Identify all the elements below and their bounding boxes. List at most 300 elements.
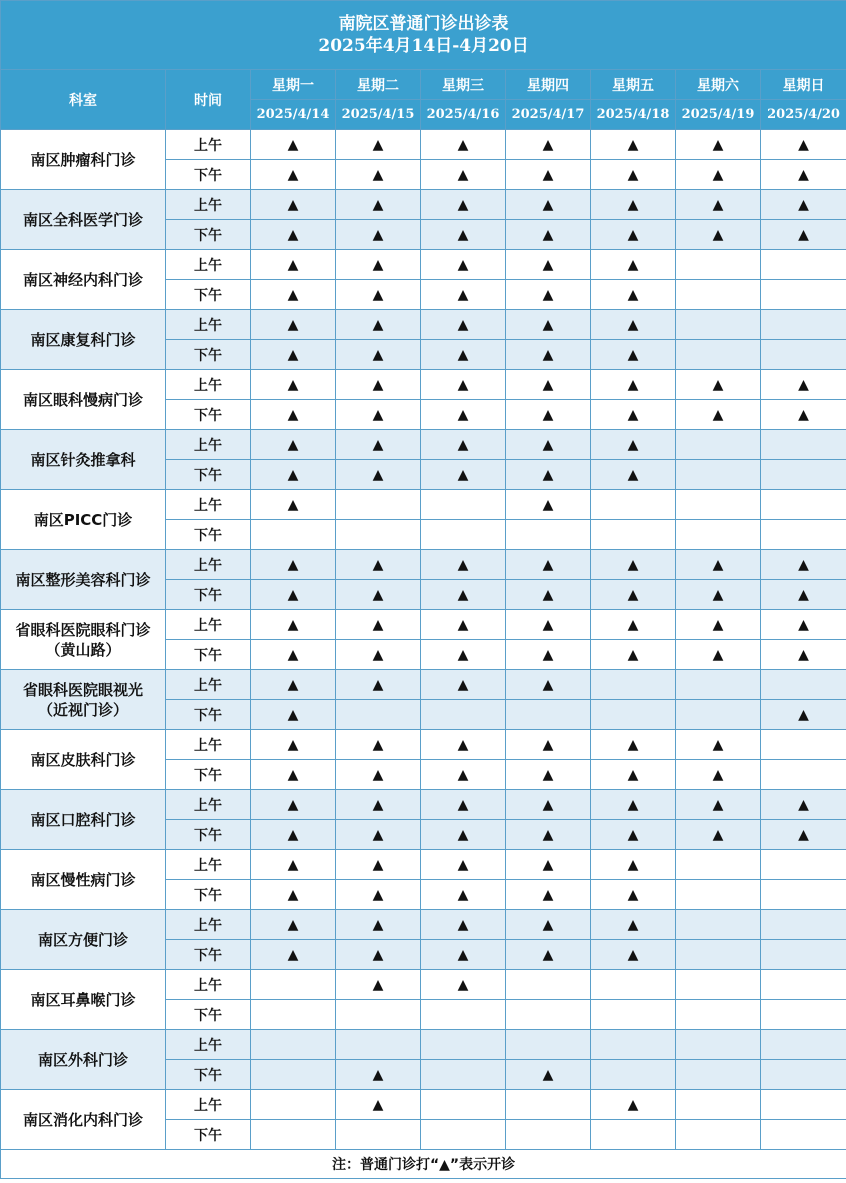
open-mark: ▲ xyxy=(421,640,506,670)
empty-slot xyxy=(591,1060,676,1090)
open-mark: ▲ xyxy=(251,130,336,160)
empty-slot xyxy=(676,670,761,700)
department-name-line: 南区康复科门诊 xyxy=(30,330,136,349)
empty-slot xyxy=(251,520,336,550)
empty-slot xyxy=(676,970,761,1000)
open-mark: ▲ xyxy=(591,310,676,340)
open-mark: ▲ xyxy=(421,760,506,790)
open-mark: ▲ xyxy=(676,580,761,610)
open-mark: ▲ xyxy=(506,760,591,790)
period-label: 下午 xyxy=(166,460,251,490)
open-mark: ▲ xyxy=(761,580,846,610)
open-mark: ▲ xyxy=(506,250,591,280)
open-mark: ▲ xyxy=(676,220,761,250)
open-mark: ▲ xyxy=(591,790,676,820)
department-name xyxy=(1,970,166,1030)
open-mark: ▲ xyxy=(336,640,421,670)
empty-slot xyxy=(591,1120,676,1150)
department-name-line: 南区眼科慢病门诊 xyxy=(22,390,143,409)
open-mark: ▲ xyxy=(251,640,336,670)
empty-slot xyxy=(676,1030,761,1060)
period-label: 下午 xyxy=(166,820,251,850)
department-name xyxy=(1,190,166,250)
open-mark: ▲ xyxy=(251,430,336,460)
open-mark: ▲ xyxy=(336,670,421,700)
open-mark: ▲ xyxy=(676,760,761,790)
table-row xyxy=(1,790,846,820)
open-mark: ▲ xyxy=(421,220,506,250)
table-row xyxy=(1,850,846,880)
open-mark: ▲ xyxy=(506,550,591,580)
date-header: 2025/4/16 xyxy=(421,100,506,130)
open-mark: ▲ xyxy=(506,190,591,220)
open-mark: ▲ xyxy=(761,220,846,250)
open-mark: ▲ xyxy=(251,250,336,280)
empty-slot xyxy=(421,1030,506,1060)
period-label: 下午 xyxy=(166,640,251,670)
open-mark: ▲ xyxy=(336,340,421,370)
period-label: 上午 xyxy=(166,610,251,640)
open-mark: ▲ xyxy=(251,220,336,250)
table-row xyxy=(1,190,846,220)
open-mark: ▲ xyxy=(336,940,421,970)
empty-slot xyxy=(761,880,846,910)
open-mark: ▲ xyxy=(761,400,846,430)
empty-slot xyxy=(761,670,846,700)
period-label: 上午 xyxy=(166,910,251,940)
open-mark: ▲ xyxy=(761,160,846,190)
footnote: 注：普通门诊打“▲”表示开诊 xyxy=(1,1150,846,1179)
open-mark: ▲ xyxy=(761,820,846,850)
department-name xyxy=(1,1030,166,1090)
open-mark: ▲ xyxy=(421,370,506,400)
empty-slot xyxy=(591,490,676,520)
open-mark: ▲ xyxy=(761,700,846,730)
empty-slot xyxy=(761,1030,846,1060)
open-mark: ▲ xyxy=(591,610,676,640)
open-mark: ▲ xyxy=(251,910,336,940)
empty-slot xyxy=(761,970,846,1000)
open-mark: ▲ xyxy=(506,460,591,490)
department-name-line: 南区PICC门诊 xyxy=(33,510,133,529)
open-mark: ▲ xyxy=(591,190,676,220)
empty-slot xyxy=(761,1090,846,1120)
open-mark: ▲ xyxy=(336,400,421,430)
open-mark: ▲ xyxy=(251,670,336,700)
open-mark: ▲ xyxy=(421,280,506,310)
empty-slot xyxy=(591,1030,676,1060)
empty-slot xyxy=(761,460,846,490)
empty-slot xyxy=(761,1120,846,1150)
weekday-header: 星期二 xyxy=(336,70,421,100)
open-mark: ▲ xyxy=(336,190,421,220)
department-name-line: 南区神经内科门诊 xyxy=(22,270,143,289)
open-mark: ▲ xyxy=(336,160,421,190)
open-mark: ▲ xyxy=(421,970,506,1000)
empty-slot xyxy=(421,1120,506,1150)
department-name xyxy=(1,910,166,970)
open-mark: ▲ xyxy=(506,580,591,610)
period-label: 上午 xyxy=(166,310,251,340)
empty-slot xyxy=(251,1000,336,1030)
empty-slot xyxy=(421,1000,506,1030)
period-label: 上午 xyxy=(166,670,251,700)
department-name xyxy=(1,610,166,670)
open-mark: ▲ xyxy=(251,730,336,760)
empty-slot xyxy=(251,970,336,1000)
period-label: 上午 xyxy=(166,1090,251,1120)
department-name xyxy=(1,370,166,430)
department-name-line: 南区整形美容科门诊 xyxy=(15,570,151,589)
table-row xyxy=(1,310,846,340)
table-row xyxy=(1,130,846,160)
open-mark: ▲ xyxy=(591,340,676,370)
open-mark: ▲ xyxy=(676,610,761,640)
open-mark: ▲ xyxy=(506,280,591,310)
empty-slot xyxy=(761,340,846,370)
open-mark: ▲ xyxy=(591,880,676,910)
open-mark: ▲ xyxy=(336,1090,421,1120)
empty-slot xyxy=(676,430,761,460)
open-mark: ▲ xyxy=(336,430,421,460)
empty-slot xyxy=(506,700,591,730)
empty-slot xyxy=(506,970,591,1000)
department-name xyxy=(1,1090,166,1150)
open-mark: ▲ xyxy=(251,460,336,490)
empty-slot xyxy=(591,700,676,730)
open-mark: ▲ xyxy=(336,550,421,580)
open-mark: ▲ xyxy=(676,550,761,580)
open-mark: ▲ xyxy=(336,370,421,400)
open-mark: ▲ xyxy=(591,910,676,940)
period-label: 上午 xyxy=(166,790,251,820)
open-mark: ▲ xyxy=(761,790,846,820)
date-header: 2025/4/14 xyxy=(251,100,336,130)
open-mark: ▲ xyxy=(251,760,336,790)
open-mark: ▲ xyxy=(506,940,591,970)
open-mark: ▲ xyxy=(336,910,421,940)
empty-slot xyxy=(336,1000,421,1030)
open-mark: ▲ xyxy=(506,850,591,880)
weekday-header: 星期六 xyxy=(676,70,761,100)
open-mark: ▲ xyxy=(591,1090,676,1120)
period-label: 上午 xyxy=(166,730,251,760)
open-mark: ▲ xyxy=(336,820,421,850)
empty-slot xyxy=(336,700,421,730)
open-mark: ▲ xyxy=(591,640,676,670)
open-mark: ▲ xyxy=(591,160,676,190)
open-mark: ▲ xyxy=(251,490,336,520)
period-label: 下午 xyxy=(166,760,251,790)
empty-slot xyxy=(761,910,846,940)
empty-slot xyxy=(591,520,676,550)
open-mark: ▲ xyxy=(336,610,421,640)
table-row xyxy=(1,670,846,700)
empty-slot xyxy=(761,1000,846,1030)
empty-slot xyxy=(421,1060,506,1090)
period-label: 上午 xyxy=(166,250,251,280)
empty-slot xyxy=(336,1030,421,1060)
open-mark: ▲ xyxy=(421,130,506,160)
table-row xyxy=(1,370,846,400)
department-name-line: 南区外科门诊 xyxy=(37,1050,128,1069)
period-label: 上午 xyxy=(166,430,251,460)
empty-slot xyxy=(761,850,846,880)
empty-slot xyxy=(676,850,761,880)
table-row xyxy=(1,910,846,940)
open-mark: ▲ xyxy=(421,460,506,490)
table-row xyxy=(1,1090,846,1120)
open-mark: ▲ xyxy=(676,640,761,670)
open-mark: ▲ xyxy=(251,850,336,880)
empty-slot xyxy=(761,730,846,760)
open-mark: ▲ xyxy=(421,430,506,460)
open-mark: ▲ xyxy=(591,940,676,970)
open-mark: ▲ xyxy=(251,400,336,430)
open-mark: ▲ xyxy=(421,190,506,220)
empty-slot xyxy=(676,280,761,310)
open-mark: ▲ xyxy=(251,340,336,370)
weekday-header: 星期一 xyxy=(251,70,336,100)
department-name-line: 南区慢性病门诊 xyxy=(30,870,136,889)
open-mark: ▲ xyxy=(506,820,591,850)
open-mark: ▲ xyxy=(591,760,676,790)
empty-slot xyxy=(421,520,506,550)
open-mark: ▲ xyxy=(336,280,421,310)
period-label: 上午 xyxy=(166,850,251,880)
open-mark: ▲ xyxy=(421,310,506,340)
table-row xyxy=(1,730,846,760)
open-mark: ▲ xyxy=(506,640,591,670)
open-mark: ▲ xyxy=(761,130,846,160)
period-label: 下午 xyxy=(166,400,251,430)
weekday-header: 星期日 xyxy=(761,70,846,100)
department-name-line: （近视门诊） xyxy=(37,700,128,719)
department-name xyxy=(1,550,166,610)
department-name xyxy=(1,310,166,370)
open-mark: ▲ xyxy=(336,880,421,910)
empty-slot xyxy=(761,490,846,520)
open-mark: ▲ xyxy=(506,310,591,340)
empty-slot xyxy=(761,1060,846,1090)
period-label: 上午 xyxy=(166,130,251,160)
empty-slot xyxy=(676,880,761,910)
open-mark: ▲ xyxy=(421,910,506,940)
empty-slot xyxy=(676,340,761,370)
empty-slot xyxy=(591,670,676,700)
open-mark: ▲ xyxy=(676,130,761,160)
open-mark: ▲ xyxy=(336,850,421,880)
department-name xyxy=(1,430,166,490)
dept-column-header: 科室 xyxy=(1,70,166,130)
open-mark: ▲ xyxy=(421,400,506,430)
weekday-header: 星期五 xyxy=(591,70,676,100)
period-label: 下午 xyxy=(166,220,251,250)
empty-slot xyxy=(761,280,846,310)
open-mark: ▲ xyxy=(421,340,506,370)
department-name-line: 南区消化内科门诊 xyxy=(22,1110,143,1129)
open-mark: ▲ xyxy=(506,880,591,910)
period-label: 下午 xyxy=(166,940,251,970)
open-mark: ▲ xyxy=(506,490,591,520)
open-mark: ▲ xyxy=(676,790,761,820)
open-mark: ▲ xyxy=(506,220,591,250)
date-header: 2025/4/15 xyxy=(336,100,421,130)
open-mark: ▲ xyxy=(336,580,421,610)
empty-slot xyxy=(676,1000,761,1030)
period-label: 上午 xyxy=(166,490,251,520)
department-name xyxy=(1,670,166,730)
period-label: 下午 xyxy=(166,280,251,310)
open-mark: ▲ xyxy=(336,460,421,490)
open-mark: ▲ xyxy=(251,160,336,190)
open-mark: ▲ xyxy=(506,670,591,700)
open-mark: ▲ xyxy=(336,760,421,790)
open-mark: ▲ xyxy=(506,160,591,190)
empty-slot xyxy=(676,460,761,490)
empty-slot xyxy=(761,760,846,790)
open-mark: ▲ xyxy=(251,580,336,610)
open-mark: ▲ xyxy=(421,580,506,610)
open-mark: ▲ xyxy=(506,370,591,400)
department-name-line: 南区方便门诊 xyxy=(37,930,128,949)
open-mark: ▲ xyxy=(251,610,336,640)
period-label: 上午 xyxy=(166,190,251,220)
period-label: 下午 xyxy=(166,580,251,610)
empty-slot xyxy=(421,700,506,730)
open-mark: ▲ xyxy=(421,880,506,910)
empty-slot xyxy=(761,250,846,280)
empty-slot xyxy=(676,520,761,550)
period-label: 下午 xyxy=(166,340,251,370)
open-mark: ▲ xyxy=(336,220,421,250)
department-name-line: 南区耳鼻喉门诊 xyxy=(30,990,136,1009)
open-mark: ▲ xyxy=(761,610,846,640)
open-mark: ▲ xyxy=(506,730,591,760)
open-mark: ▲ xyxy=(591,580,676,610)
period-label: 上午 xyxy=(166,970,251,1000)
open-mark: ▲ xyxy=(506,610,591,640)
department-name-line: （黄山路） xyxy=(45,640,121,659)
open-mark: ▲ xyxy=(761,190,846,220)
department-name-line: 省眼科医院眼视光 xyxy=(22,680,143,699)
department-name-line: 南区全科医学门诊 xyxy=(22,210,143,229)
table-row xyxy=(1,1030,846,1060)
period-label: 下午 xyxy=(166,700,251,730)
open-mark: ▲ xyxy=(761,370,846,400)
empty-slot xyxy=(421,490,506,520)
schedule-body xyxy=(1,130,846,1150)
empty-slot xyxy=(421,1090,506,1120)
open-mark: ▲ xyxy=(591,460,676,490)
open-mark: ▲ xyxy=(506,340,591,370)
open-mark: ▲ xyxy=(421,850,506,880)
open-mark: ▲ xyxy=(421,610,506,640)
open-mark: ▲ xyxy=(421,550,506,580)
empty-slot xyxy=(506,1000,591,1030)
open-mark: ▲ xyxy=(676,730,761,760)
open-mark: ▲ xyxy=(251,550,336,580)
open-mark: ▲ xyxy=(676,370,761,400)
period-label: 上午 xyxy=(166,1030,251,1060)
empty-slot xyxy=(251,1120,336,1150)
table-row xyxy=(1,430,846,460)
open-mark: ▲ xyxy=(761,640,846,670)
open-mark: ▲ xyxy=(251,370,336,400)
empty-slot xyxy=(251,1030,336,1060)
open-mark: ▲ xyxy=(251,280,336,310)
open-mark: ▲ xyxy=(591,220,676,250)
time-column-header: 时间 xyxy=(166,70,251,130)
empty-slot xyxy=(591,1000,676,1030)
open-mark: ▲ xyxy=(336,970,421,1000)
empty-slot xyxy=(761,310,846,340)
empty-slot xyxy=(676,1090,761,1120)
department-name xyxy=(1,730,166,790)
open-mark: ▲ xyxy=(336,790,421,820)
department-name xyxy=(1,850,166,910)
empty-slot xyxy=(336,520,421,550)
empty-slot xyxy=(336,490,421,520)
empty-slot xyxy=(676,700,761,730)
department-name xyxy=(1,790,166,850)
open-mark: ▲ xyxy=(676,820,761,850)
empty-slot xyxy=(676,310,761,340)
period-label: 上午 xyxy=(166,370,251,400)
date-header: 2025/4/19 xyxy=(676,100,761,130)
empty-slot xyxy=(761,940,846,970)
open-mark: ▲ xyxy=(506,910,591,940)
period-label: 下午 xyxy=(166,520,251,550)
empty-slot xyxy=(506,520,591,550)
empty-slot xyxy=(676,910,761,940)
open-mark: ▲ xyxy=(506,130,591,160)
open-mark: ▲ xyxy=(421,670,506,700)
open-mark: ▲ xyxy=(421,940,506,970)
empty-slot xyxy=(506,1120,591,1150)
department-name-line: 南区肿瘤科门诊 xyxy=(30,150,136,169)
open-mark: ▲ xyxy=(591,730,676,760)
open-mark: ▲ xyxy=(676,190,761,220)
empty-slot xyxy=(676,1120,761,1150)
department-name xyxy=(1,130,166,190)
open-mark: ▲ xyxy=(421,730,506,760)
open-mark: ▲ xyxy=(676,160,761,190)
open-mark: ▲ xyxy=(591,370,676,400)
open-mark: ▲ xyxy=(506,1060,591,1090)
period-label: 下午 xyxy=(166,1000,251,1030)
open-mark: ▲ xyxy=(336,730,421,760)
open-mark: ▲ xyxy=(421,250,506,280)
open-mark: ▲ xyxy=(591,130,676,160)
table-row xyxy=(1,250,846,280)
department-name-line: 南区口腔科门诊 xyxy=(30,810,136,829)
open-mark: ▲ xyxy=(591,400,676,430)
empty-slot xyxy=(761,520,846,550)
open-mark: ▲ xyxy=(676,400,761,430)
empty-slot xyxy=(506,1030,591,1060)
open-mark: ▲ xyxy=(336,310,421,340)
open-mark: ▲ xyxy=(591,820,676,850)
open-mark: ▲ xyxy=(336,1060,421,1090)
department-name xyxy=(1,490,166,550)
title-text: 南院区普通门诊出诊表 xyxy=(338,14,509,34)
open-mark: ▲ xyxy=(251,310,336,340)
empty-slot xyxy=(506,1090,591,1120)
subtitle-text: 2025年4月14日-4月20日 xyxy=(318,36,529,56)
department-name-line: 南区针灸推拿科 xyxy=(30,450,136,469)
open-mark: ▲ xyxy=(251,790,336,820)
